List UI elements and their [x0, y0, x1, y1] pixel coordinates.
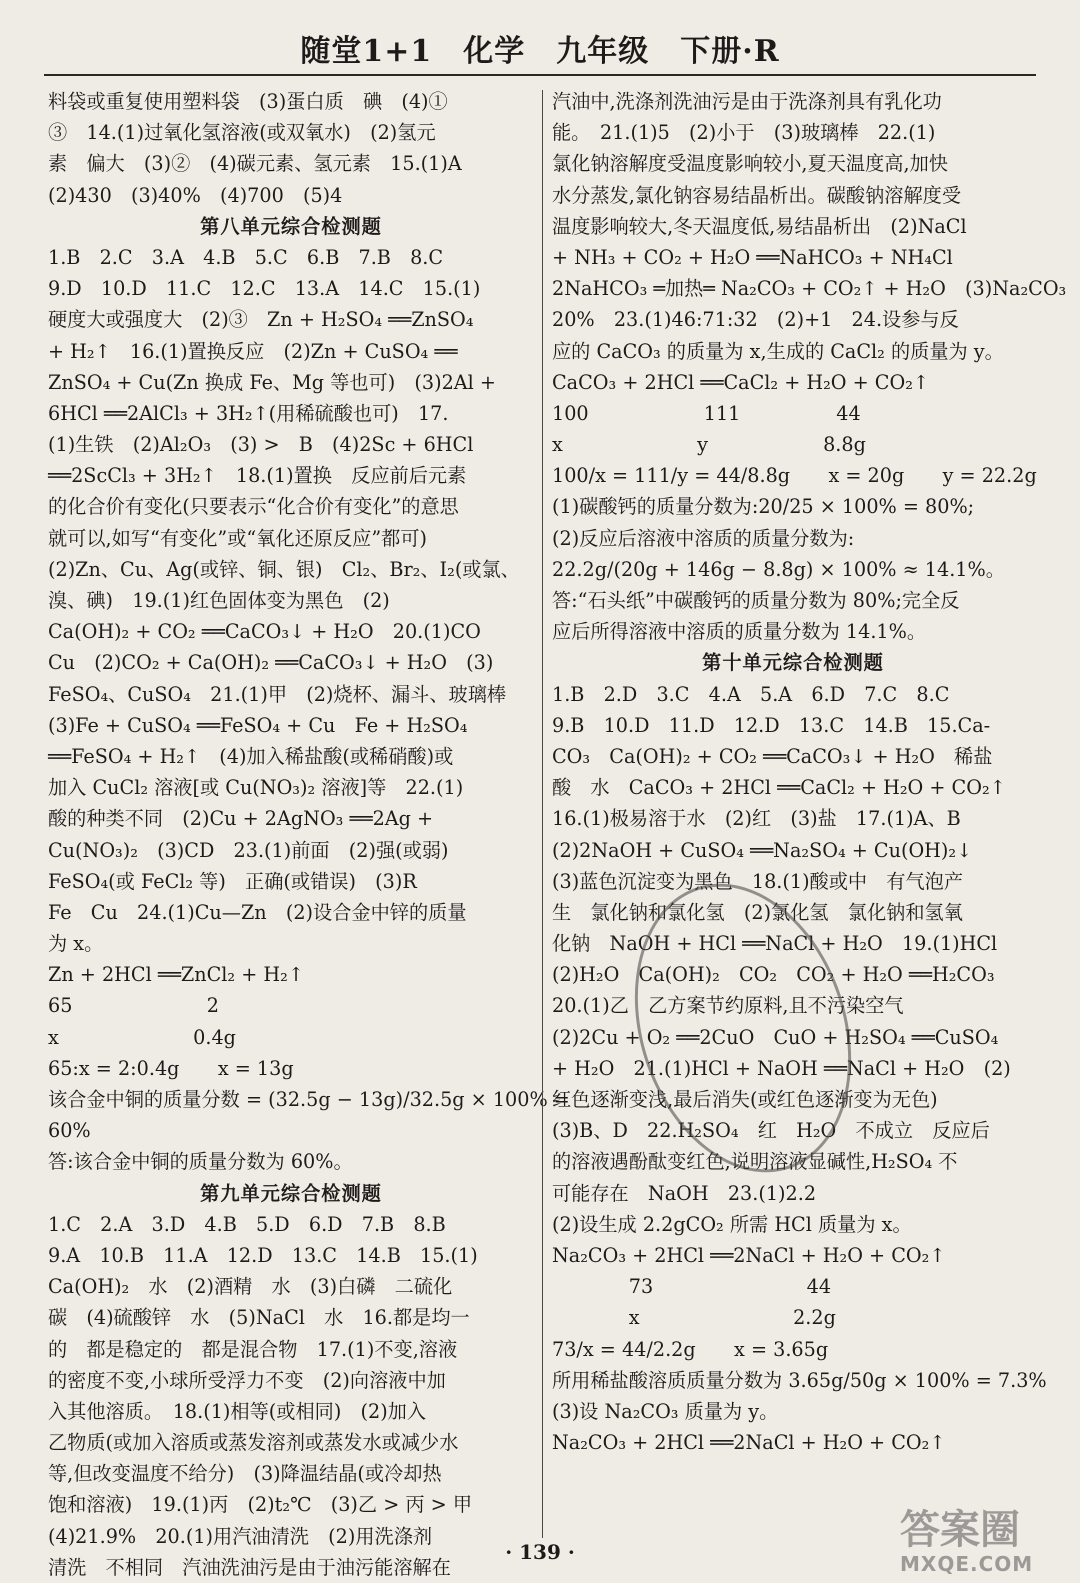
- answer-line: 入其他溶质。 18.(1)相等(或相同) (2)加入: [48, 1399, 427, 1423]
- answer-line: Cu(NO₃)₂ (3)CD 23.(1)前面 (2)强(或弱): [48, 838, 449, 862]
- answer-line: 饱和溶液) 19.(1)丙 (2)t₂℃ (3)乙 > 丙 > 甲: [48, 1493, 473, 1517]
- answer-line: 6HCl ══2AlCl₃ + 3H₂↑(用稀硫酸也可) 17.: [48, 401, 449, 425]
- answer-line: 素 偏大 (3)② (4)碳元素、氢元素 15.(1)A: [48, 152, 462, 176]
- answer-line: 16.(1)极易溶于水 (2)红 (3)盐 17.(1)A、B: [552, 807, 961, 831]
- answer-line: 溴、碘) 19.(1)红色固体变为黑色 (2): [48, 589, 390, 612]
- answer-line: 能。 21.(1)5 (2)小于 (3)玻璃棒 22.(1): [552, 121, 936, 145]
- answer-line: 所用稀盐酸溶质质量分数为 3.65g/50g × 100% = 7.3%: [552, 1368, 1047, 1392]
- answer-line: (1)生铁 (2)Al₂O₃ (3) > B (4)2Sc + 6HCl: [48, 433, 474, 457]
- answer-line: (4)21.9% 20.(1)用汽油清洗 (2)用洗涤剂: [48, 1524, 433, 1548]
- answer-line: 的密度不变,小球所受浮力不变 (2)向溶液中加: [48, 1368, 446, 1392]
- answer-line: 加入 CuCl₂ 溶液[或 Cu(NO₃)₂ 溶液]等 22.(1): [48, 776, 464, 800]
- answer-line: 该合金中铜的质量分数 = (32.5g − 13g)/32.5g × 100% =: [48, 1088, 570, 1111]
- answer-line: 22.2g/(20g + 146g − 8.8g) × 100% ≈ 14.1%。: [552, 557, 1005, 581]
- answer-line: 酸 水 CaCO₃ + 2HCl ══CaCl₂ + H₂O + CO₂↑: [552, 776, 1006, 800]
- answer-line: 100/x = 111/y = 44/8.8g x = 20g y = 22.2g: [552, 464, 1037, 488]
- answer-line: 60%: [48, 1119, 91, 1143]
- answer-line: 答:“石头纸”中碳酸钙的质量分数为 80%;完全反: [552, 589, 960, 612]
- answer-line: 水分蒸发,氯化钠容易结晶析出。碳酸钠溶解度受: [552, 183, 962, 207]
- answer-line: 答:该合金中铜的质量分数为 60%。: [48, 1150, 353, 1174]
- answer-line: 应的 CaCO₃ 的质量为 x,生成的 CaCl₂ 的质量为 y。: [552, 339, 1004, 363]
- section-title: 第十单元综合检测题: [702, 651, 884, 675]
- answer-line: (1)碳酸钙的质量分数为:20/25 × 100% = 80%;: [552, 495, 975, 519]
- column-divider: [542, 90, 543, 1538]
- answer-line: 73 44: [552, 1275, 832, 1299]
- watermark-url: MXQE.COM: [900, 1552, 1034, 1576]
- answer-line: 氯化钠溶解度受温度影响较小,夏天温度高,加快: [552, 152, 948, 176]
- answer-line: x 0.4g: [48, 1025, 236, 1049]
- answer-line: 生 氯化钠和氯化氢 (2)氯化氢 氯化钠和氢氧: [552, 900, 963, 924]
- answer-line: 硬度大或强度大 (2)③ Zn + H₂SO₄ ══ZnSO₄: [48, 308, 474, 332]
- answer-line: (2)2Cu + O₂ ══2CuO CuO + H₂SO₄ ══CuSO₄: [552, 1025, 999, 1049]
- section-title: 第九单元综合检测题: [200, 1181, 382, 1205]
- page-number: · 139 ·: [505, 1540, 575, 1564]
- answer-line: (2)H₂O Ca(OH)₂ CO₂ CO₂ + H₂O ══H₂CO₃: [552, 963, 995, 987]
- answer-line: (3)设 Na₂CO₃ 质量为 y。: [552, 1399, 779, 1423]
- answer-line: Na₂CO₃ + 2HCl ══2NaCl + H₂O + CO₂↑: [552, 1243, 946, 1267]
- answer-line: ③ 14.(1)过氧化氢溶液(或双氧水) (2)氢元: [48, 121, 436, 145]
- page-header: [0, 22, 1080, 82]
- answer-line: 的溶液遇酚酞变红色,说明溶液显碱性,H₂SO₄ 不: [552, 1150, 958, 1174]
- answer-line: 可能存在 NaOH 23.(1)2.2: [552, 1181, 817, 1205]
- answer-line: 的化合价有变化(只要表示“化合价有变化”的意思: [48, 495, 459, 519]
- answer-line: Fe Cu 24.(1)Cu—Zn (2)设合金中锌的质量: [48, 900, 467, 924]
- answer-line: (2)设生成 2.2gCO₂ 所需 HCl 质量为 x。: [552, 1212, 912, 1236]
- answer-line: Zn + 2HCl ══ZnCl₂ + H₂↑: [48, 963, 304, 987]
- answer-line: + NH₃ + CO₂ + H₂O ══NaHCO₃ + NH₄Cl: [552, 245, 953, 269]
- answer-line: 73/x = 44/2.2g x = 3.65g: [552, 1337, 829, 1361]
- right-column: [552, 86, 1067, 1536]
- answer-line: (3)蓝色沉淀变为黑色 18.(1)酸或中 有气泡产: [552, 869, 964, 893]
- answer-line: 的 都是稳定的 都是混合物 17.(1)不变,溶液: [48, 1337, 458, 1361]
- answer-line: 应后所得溶液中溶质的质量分数为 14.1%。: [552, 620, 927, 644]
- answer-line: (2)Zn、Cu、Ag(或锌、铜、银) Cl₂、Br₂、I₂(或氯、: [48, 557, 520, 581]
- answer-line: 1.C 2.A 3.D 4.B 5.D 6.D 7.B 8.B: [48, 1212, 446, 1236]
- answer-line: 9.A 10.B 11.A 12.D 13.C 14.B 15.(1): [48, 1243, 478, 1267]
- answer-line: 化钠 NaOH + HCl ══NaCl + H₂O 19.(1)HCl: [552, 932, 998, 956]
- answer-line: ══2ScCl₃ + 3H₂↑ 18.(1)置换 反应前后元素: [48, 464, 467, 488]
- answer-line: + H₂↑ 16.(1)置换反应 (2)Zn + CuSO₄ ══: [48, 339, 458, 363]
- answer-line: CO₃ Ca(OH)₂ + CO₂ ══CaCO₃↓ + H₂O 稀盐: [552, 744, 993, 768]
- answer-line: 20.(1)乙 乙方案节约原料,且不污染空气: [552, 994, 904, 1018]
- answer-line: Ca(OH)₂ 水 (2)酒精 水 (3)白磷 二硫化: [48, 1275, 453, 1299]
- answer-line: 清洗 不相同 汽油洗油污是由于油污能溶解在: [48, 1555, 451, 1579]
- answer-line: 65 2: [48, 994, 219, 1018]
- answer-line: FeSO₄(或 FeCl₂ 等) 正确(或错误) (3)R: [48, 869, 417, 893]
- answer-line: 20% 23.(1)46:71:32 (2)+1 24.设参与反: [552, 308, 959, 332]
- answer-line: 9.D 10.D 11.C 12.C 13.A 14.C 15.(1): [48, 277, 481, 301]
- answer-line: 等,但改变温度不给分) (3)降温结晶(或冷却热: [48, 1462, 442, 1486]
- watermark-logo-text: 答案圈: [900, 1507, 1020, 1553]
- answer-line: (3)Fe + CuSO₄ ══FeSO₄ + Cu Fe + H₂SO₄: [48, 713, 468, 737]
- answer-line: 红色逐渐变浅,最后消失(或红色逐渐变为无色): [552, 1088, 938, 1111]
- answer-line: 碳 (4)硫酸锌 水 (5)NaCl 水 16.都是均一: [48, 1306, 470, 1330]
- answer-line: 9.B 10.D 11.D 12.D 13.C 14.B 15.Ca-: [552, 713, 991, 737]
- answer-line: ZnSO₄ + Cu(Zn 换成 Fe、Mg 等也可) (3)2Al +: [48, 370, 496, 394]
- answer-line: Cu (2)CO₂ + Ca(OH)₂ ══CaCO₃↓ + H₂O (3): [48, 651, 494, 675]
- section-title: 第八单元综合检测题: [200, 214, 382, 238]
- book-title: 随堂1+1 化学 九年级 下册·R: [300, 34, 780, 69]
- answer-line: 1.B 2.C 3.A 4.B 5.C 6.B 7.B 8.C: [48, 245, 444, 269]
- answer-line: ══FeSO₄ + H₂↑ (4)加入稀盐酸(或稀硝酸)或: [48, 744, 454, 768]
- answer-line: 100 111 44: [552, 401, 861, 425]
- answer-line: (2)430 (3)40% (4)700 (5)4: [48, 183, 343, 207]
- answer-line: 1.B 2.D 3.C 4.A 5.A 6.D 7.C 8.C: [552, 682, 950, 706]
- answer-line: 酸的种类不同 (2)Cu + 2AgNO₃ ══2Ag +: [48, 807, 434, 831]
- answer-line: (2)反应后溶液中溶质的质量分数为:: [552, 526, 855, 550]
- answer-line: 2NaHCO₃ ═加热═ Na₂CO₃ + CO₂↑ + H₂O (3)Na₂CO₃: [552, 277, 1067, 301]
- answer-line: CaCO₃ + 2HCl ══CaCl₂ + H₂O + CO₂↑: [552, 370, 929, 394]
- answer-line: 汽油中,洗涤剂洗油污是由于洗涤剂具有乳化功: [552, 90, 942, 113]
- answer-line: + H₂O 21.(1)HCl + NaOH ══NaCl + H₂O (2): [552, 1056, 1011, 1080]
- watermark-logo: [900, 1508, 1033, 1576]
- answer-line: 乙物质(或加入溶质或蒸发溶剂或蒸发水或减少水: [48, 1431, 459, 1455]
- answer-line: 为 x。: [48, 932, 104, 956]
- answer-line: (2)2NaOH + CuSO₄ ══Na₂SO₄ + Cu(OH)₂↓: [552, 838, 973, 862]
- answer-line: 就可以,如写“有变化”或“氧化还原反应”都可): [48, 526, 428, 550]
- answer-line: FeSO₄、CuSO₄ 21.(1)甲 (2)烧杯、漏斗、玻璃棒: [48, 682, 507, 706]
- answer-line: x y 8.8g: [552, 433, 866, 457]
- header-rule: [44, 74, 1036, 76]
- answer-line: (3)B、D 22.H₂SO₄ 红 H₂O 不成立 反应后: [552, 1119, 990, 1143]
- answer-line: 65:x = 2:0.4g x = 13g: [48, 1056, 294, 1080]
- answer-line: 温度影响较大,冬天温度低,易结晶析出 (2)NaCl: [552, 214, 967, 238]
- answer-line: Ca(OH)₂ + CO₂ ══CaCO₃↓ + H₂O 20.(1)CO: [48, 620, 481, 644]
- answer-line: Na₂CO₃ + 2HCl ══2NaCl + H₂O + CO₂↑: [552, 1431, 946, 1455]
- answer-line: x 2.2g: [552, 1306, 836, 1330]
- answer-line: 料袋或重复使用塑料袋 (3)蛋白质 碘 (4)①: [48, 90, 448, 113]
